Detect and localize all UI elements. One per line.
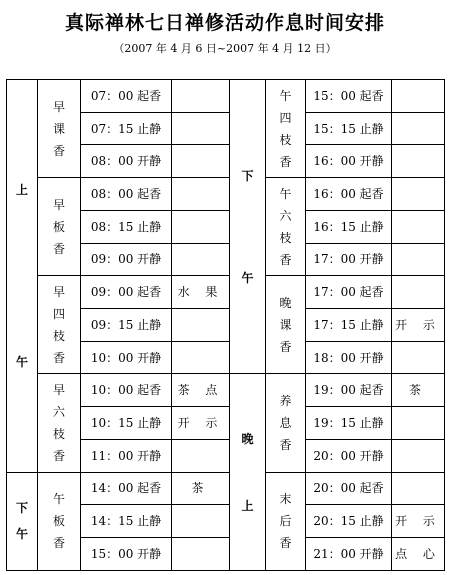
note-cell [172,243,230,276]
period-gap [230,182,265,272]
time-cell: 14：15 止静 [81,505,172,538]
table-row [7,80,445,113]
note-cell: 茶 [172,472,230,505]
session-char: 四 [279,110,292,125]
period-char: 上 [15,182,28,197]
note-cell [172,178,230,211]
note-cell: 茶 [392,374,445,407]
session-char: 后 [279,514,292,529]
time-cell: 15：00 起香 [306,80,392,113]
time-cell: 09：00 开静 [81,243,172,276]
period-char: 上 [241,498,254,513]
schedule-table [6,79,445,571]
session-char: 午 [52,492,65,507]
session-name [266,80,306,178]
time-cell: 08：00 起香 [81,178,172,211]
time-cell: 17：00 开静 [306,243,392,276]
table-row [7,276,445,309]
note-cell [392,407,445,440]
date-range: （2007 年 4 月 6 日~2007 年 4 月 12 日） [113,42,337,55]
table-row [7,374,445,407]
session-name [266,472,306,570]
note-cell: 茶 点 [172,374,230,407]
session-char: 香 [279,252,292,267]
time-cell: 16：00 开静 [306,145,392,178]
session-char: 末 [279,492,292,507]
note-cell [392,276,445,309]
session-char: 香 [52,449,65,464]
time-cell: 10：15 止静 [81,407,172,440]
time-cell: 07：00 起香 [81,80,172,113]
session-char: 早 [52,197,65,212]
period-char: 下 [241,168,254,183]
table-row [7,472,445,505]
note-cell [392,145,445,178]
period-label-afternoon [7,472,38,570]
time-cell: 17：15 止静 [306,309,392,342]
period-label-afternoon [230,80,266,374]
note-cell [392,112,445,145]
session-char: 香 [279,154,292,169]
period-gap [7,196,37,356]
session-char: 香 [52,536,65,551]
session-name [266,374,306,472]
note-cell [172,505,230,538]
note-cell [392,472,445,505]
session-char: 课 [52,121,65,136]
session-char: 香 [279,339,292,354]
note-cell [172,309,230,342]
time-cell: 20：15 止静 [306,505,392,538]
session-char: 香 [52,350,65,365]
time-cell: 19：15 止静 [306,407,392,440]
note-cell [172,112,230,145]
session-char: 枝 [52,427,65,442]
session-name [266,276,306,374]
note-cell: 开 示 [172,407,230,440]
time-cell: 15：00 开静 [81,538,172,571]
session-char: 课 [279,317,292,332]
note-cell [172,80,230,113]
session-char: 晚 [279,295,292,310]
page-title: 真际禅林七日禅修活动作息时间安排 [64,12,385,34]
period-char: 下 [15,501,28,516]
session-char: 早 [52,284,65,299]
time-cell: 20：00 开静 [306,439,392,472]
note-cell: 点 心 [392,538,445,571]
session-name [38,374,81,472]
session-char: 四 [52,306,65,321]
time-cell: 09：00 起香 [81,276,172,309]
period-char: 午 [15,354,28,369]
session-name [266,178,306,276]
time-cell: 15：15 止静 [306,112,392,145]
period-char: 晚 [241,431,254,446]
period-gap [230,445,265,500]
session-name [38,178,81,276]
session-char: 养 [279,394,292,409]
session-name [38,80,81,178]
note-cell [172,341,230,374]
session-char: 板 [52,219,65,234]
time-cell: 10：00 开静 [81,341,172,374]
session-char: 息 [279,416,292,431]
time-cell: 07：15 止静 [81,112,172,145]
session-char: 午 [279,88,292,103]
time-cell: 20：00 起香 [306,472,392,505]
session-char: 板 [52,514,65,529]
session-char: 香 [279,536,292,551]
note-cell [392,178,445,211]
note-cell [392,341,445,374]
time-cell: 16：15 止静 [306,210,392,243]
session-char: 枝 [279,132,292,147]
note-cell [172,145,230,178]
time-cell: 10：00 起香 [81,374,172,407]
period-char: 午 [15,527,28,542]
note-cell [392,210,445,243]
session-name [38,472,81,570]
period-label-morning [7,80,38,473]
period-char: 午 [241,270,254,285]
note-cell [392,80,445,113]
table-row [7,178,445,211]
time-cell: 14：00 起香 [81,472,172,505]
session-char: 早 [52,383,65,398]
session-char: 枝 [279,230,292,245]
note-cell [172,439,230,472]
time-cell: 08：15 止静 [81,210,172,243]
session-char: 六 [279,208,292,223]
time-cell: 17：00 起香 [306,276,392,309]
time-cell: 18：00 开静 [306,341,392,374]
time-cell: 08：00 开静 [81,145,172,178]
session-char: 六 [52,405,65,420]
time-cell: 21：00 开静 [306,538,392,571]
session-char: 香 [52,241,65,256]
session-char: 午 [279,186,292,201]
session-char: 早 [52,99,65,114]
session-name [38,276,81,374]
note-cell: 开 示 [392,505,445,538]
time-cell: 16：00 起香 [306,178,392,211]
note-cell [172,538,230,571]
time-cell: 19：00 起香 [306,374,392,407]
note-cell: 水 果 [172,276,230,309]
time-cell: 09：15 止静 [81,309,172,342]
note-cell [392,439,445,472]
note-cell [172,210,230,243]
time-cell: 11：00 开静 [81,439,172,472]
note-cell: 开 示 [392,309,445,342]
note-cell [392,243,445,276]
session-char: 香 [52,143,65,158]
period-label-evening [230,374,266,570]
session-char: 枝 [52,328,65,343]
session-char: 香 [279,438,292,453]
